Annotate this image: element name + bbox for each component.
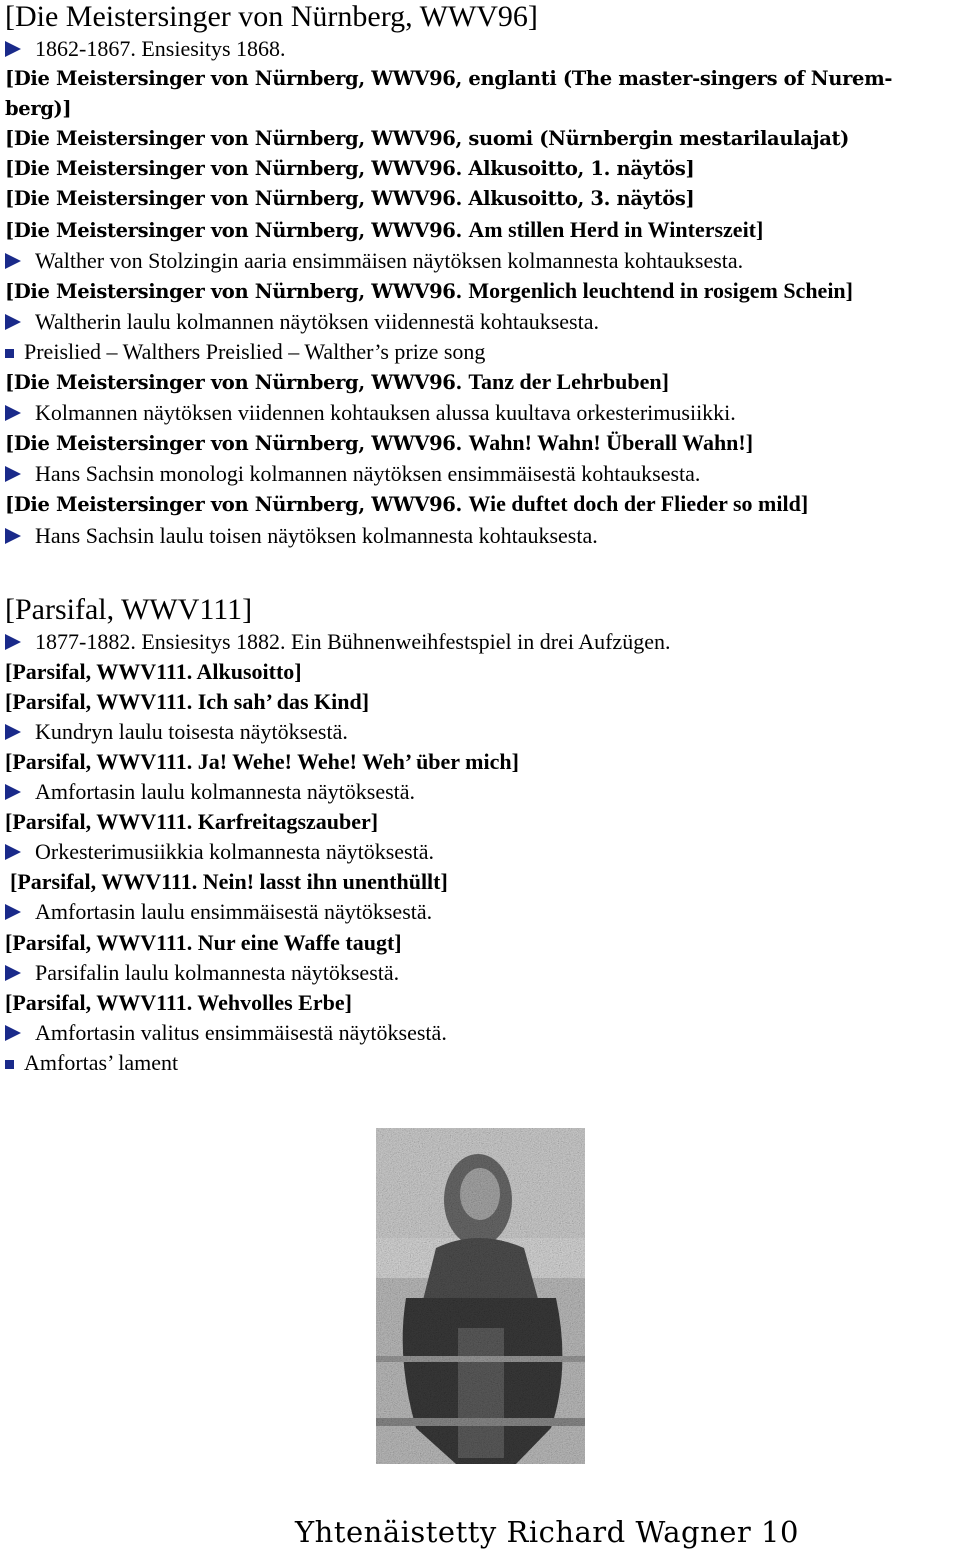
entry-dates: [5, 34, 955, 64]
triangle-bullet-icon: [5, 253, 21, 269]
entry-note-text: Orkesterimusiikkia kolmannesta näytöksestä.: [35, 839, 434, 865]
entry-title: Tanz der Lehrbuben]: [468, 369, 669, 395]
section-title-parsifal: [Parsifal, WWV111]: [5, 592, 253, 626]
entry-title: Wahn! Wahn! Überall Wahn!]: [468, 430, 754, 456]
entry-note-text: Amfortasin laulu kolmannesta näytöksestä.: [35, 779, 416, 805]
entry-ich-sah-das-kind: [Parsifal, WWV111. Ich sah’ das Kind]: [5, 688, 370, 714]
entry-note-text: Amfortasin valitus ensimmäisestä näytöksestä.: [35, 1019, 447, 1045]
entry-title: Morgenlich leuchtend in rosigem Schein]: [468, 277, 853, 303]
entry-tanz-der-lehrbuben: [5, 367, 955, 398]
triangle-bullet-icon: [5, 466, 21, 482]
section-title-meistersinger: [Die Meistersinger von Nürnberg, WWV96]: [5, 0, 538, 33]
entry-note-text: Walther von Stolzingin aaria ensimmäisen näytöksen kolmannesta kohtauksesta.: [35, 247, 744, 273]
entry-note: [5, 398, 955, 428]
triangle-bullet-icon: [5, 314, 21, 330]
entry-nur-eine-waffe: [Parsifal, WWV111. Nur eine Waffe taugt]: [5, 929, 402, 955]
entry-prefix: [Die Meistersinger von Nürnberg, WWV96.: [5, 218, 469, 242]
entry-ja-wehe: [Parsifal, WWV111. Ja! Wehe! Wehe! Weh’ über mich]: [5, 748, 519, 774]
entry-note-text: Kolmannen näytöksen viidennen kohtauksen alussa kuultava orkesterimusiikki.: [35, 400, 736, 426]
entry-nein-lasst-ihn: [Parsifal, WWV111. Nein! lasst ihn unenthüllt]: [10, 869, 448, 895]
triangle-bullet-icon: [5, 634, 21, 650]
triangle-bullet-icon: [5, 1025, 21, 1041]
entry-wahn: [5, 428, 955, 459]
triangle-bullet-icon: [5, 844, 21, 860]
triangle-bullet-icon: [5, 724, 21, 740]
entry-prefix: [Die Meistersinger von Nürnberg, WWV96.: [5, 279, 469, 303]
entry-note: [5, 1018, 955, 1048]
entry-dates-text: 1877-1882. Ensiesitys 1882. Ein Bühnenweihfestspiel in drei Aufzügen.: [35, 628, 671, 654]
entry-note-text: Waltherin laulu kolmannen näytöksen viidennestä kohtauksesta.: [35, 308, 599, 334]
entry-dates: [5, 627, 955, 657]
page-footer: Yhtenäistetty Richard Wagner 10: [295, 1515, 799, 1549]
entry-karfreitagszauber: [Parsifal, WWV111. Karfreitagszauber]: [5, 809, 379, 835]
document-page: [5, 0, 955, 1078]
entry-alt-titles-text: Amfortas’ lament: [24, 1049, 179, 1075]
square-bullet-icon: [5, 349, 14, 358]
entry-note-text: Hans Sachsin monologi kolmannen näytöksen ensimmäisestä kohtauksesta.: [35, 461, 701, 487]
entry-prefix: [Die Meistersinger von Nürnberg, WWV96.: [5, 371, 469, 395]
entry-note: [5, 521, 955, 551]
entry-note-text: Kundryn laulu toisesta näytöksestä.: [35, 718, 348, 744]
triangle-bullet-icon: [5, 904, 21, 920]
entry-note: [5, 307, 955, 337]
triangle-bullet-icon: [5, 405, 21, 421]
entry-note: [5, 897, 955, 927]
entry-prefix: [Die Meistersinger von Nürnberg, WWV96.: [5, 432, 469, 456]
triangle-bullet-icon: [5, 41, 21, 57]
entry-note: [5, 958, 955, 988]
entry-english: [Die Meistersinger von Nürnberg, WWV96, englanti (The master-singers of Nurem-berg)]: [5, 67, 893, 121]
entry-note: [5, 837, 955, 867]
entry-title: Wie duftet doch der Flieder so mild]: [468, 491, 809, 517]
entry-title: Am stillen Herd in Winterszeit]: [468, 216, 764, 242]
entry-parsifal-overture: [Parsifal, WWV111. Alkusoitto]: [5, 658, 302, 684]
entry-note: [5, 717, 955, 747]
triangle-bullet-icon: [5, 965, 21, 981]
square-bullet-icon: [5, 1060, 14, 1069]
entry-flieder: [5, 489, 955, 520]
entry-prefix: [Die Meistersinger von Nürnberg, WWV96.: [5, 493, 469, 517]
entry-overture-1: [Die Meistersinger von Nürnberg, WWV96. Alkusoitto, 1. näytös]: [5, 157, 695, 181]
triangle-bullet-icon: [5, 528, 21, 544]
entry-note: [5, 777, 955, 807]
entry-morgenlich: [5, 276, 955, 307]
wagner-portrait-image: [376, 1128, 585, 1464]
entry-wehvolles-erbe: [Parsifal, WWV111. Wehvolles Erbe]: [5, 989, 352, 1015]
entry-note-text: Parsifalin laulu kolmannesta näytöksestä.: [35, 959, 400, 985]
entry-alt-titles-text: Preislied – Walthers Preislied – Walther’s prize song: [24, 338, 486, 364]
entry-alt-titles: [5, 337, 955, 367]
entry-am-stillen-herd: [5, 215, 955, 246]
entry-note-text: Hans Sachsin laulu toisen näytöksen kolmannesta kohtauksesta.: [35, 522, 598, 548]
entry-note: [5, 459, 955, 489]
entry-note: [5, 246, 955, 276]
entry-alt-titles: [5, 1048, 955, 1078]
entry-finnish: [Die Meistersinger von Nürnberg, WWV96, suomi (Nürnbergin mestarilaulajat): [5, 127, 850, 151]
entry-note-text: Amfortasin laulu ensimmäisestä näytöksestä.: [35, 899, 433, 925]
triangle-bullet-icon: [5, 784, 21, 800]
entry-dates-text: 1862-1867. Ensiesitys 1868.: [35, 36, 286, 61]
entry-overture-3: [Die Meistersinger von Nürnberg, WWV96. Alkusoitto, 3. näytös]: [5, 187, 695, 211]
